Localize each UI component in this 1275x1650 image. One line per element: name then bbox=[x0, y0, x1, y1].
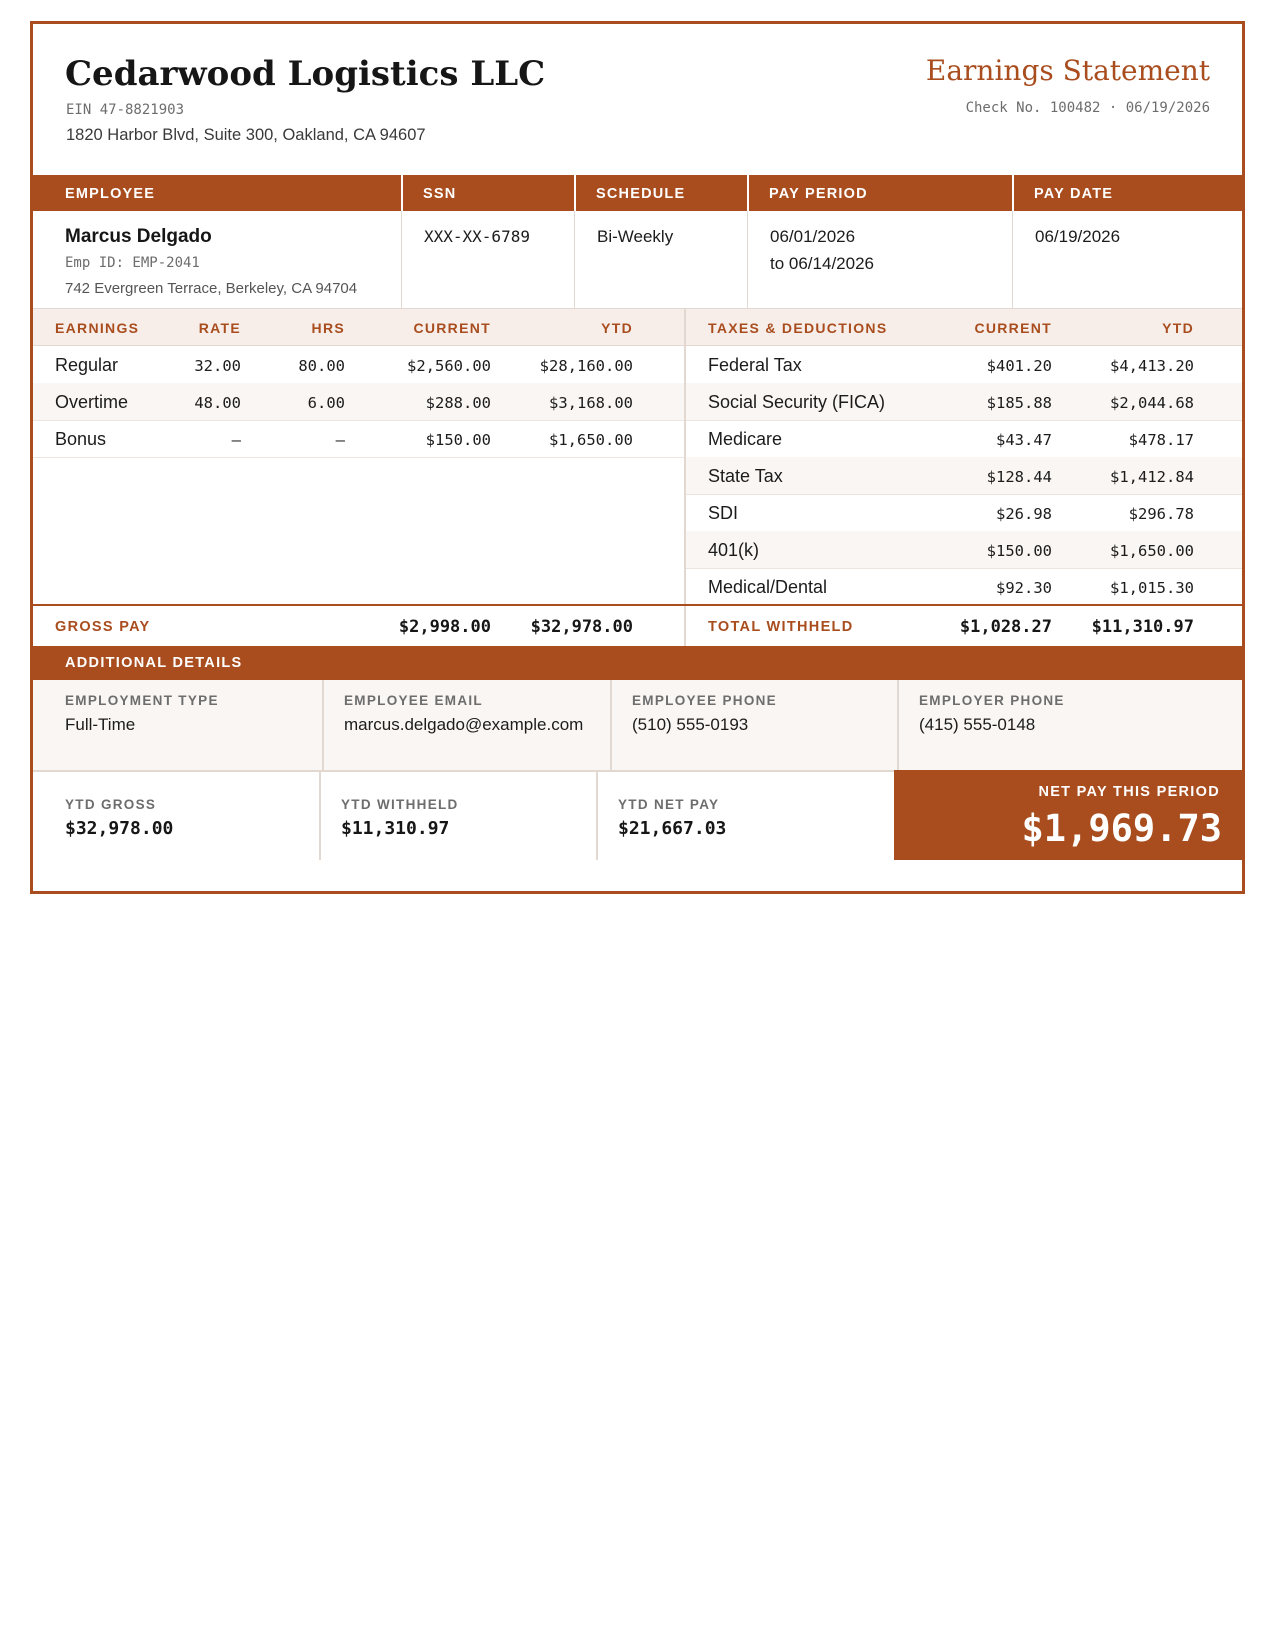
deduction-current: $92.30 bbox=[996, 579, 1052, 597]
pay-period-start: 06/01/2026 bbox=[770, 227, 856, 246]
statement-title: Earnings Statement bbox=[925, 54, 1210, 87]
header-pay-date: PAY DATE bbox=[1012, 175, 1242, 211]
ytd-net-cell bbox=[596, 770, 894, 860]
earning-rate: 48.00 bbox=[194, 394, 241, 412]
header-schedule: SCHEDULE bbox=[574, 175, 747, 211]
deduction-label: Federal Tax bbox=[708, 355, 802, 375]
deduction-current: $128.44 bbox=[986, 468, 1052, 486]
total-withheld-ytd: $11,310.97 bbox=[1091, 617, 1194, 637]
table-row bbox=[686, 568, 1242, 605]
col-earnings: EARNINGS bbox=[55, 320, 140, 336]
earning-rate: — bbox=[231, 431, 241, 449]
total-withheld bbox=[686, 606, 1242, 646]
col-taxes-deductions: TAXES & DEDUCTIONS bbox=[708, 320, 888, 336]
header-pay-period: PAY PERIOD bbox=[747, 175, 1012, 211]
table-row bbox=[686, 420, 1242, 458]
totals-row bbox=[33, 604, 1242, 648]
total-withheld-label: TOTAL WITHHELD bbox=[708, 619, 854, 635]
table-row bbox=[686, 531, 1242, 569]
employment-type-cell bbox=[33, 680, 322, 770]
col-current: CURRENT bbox=[974, 320, 1052, 336]
col-current: CURRENT bbox=[413, 320, 491, 336]
table-row bbox=[33, 383, 684, 421]
deductions-table-header bbox=[686, 309, 1242, 346]
net-pay-label: NET PAY THIS PERIOD bbox=[1038, 784, 1220, 800]
pay-tables bbox=[33, 308, 1242, 605]
pay-schedule: Bi-Weekly bbox=[574, 211, 747, 308]
earning-ytd: $1,650.00 bbox=[549, 431, 633, 449]
deductions-table bbox=[686, 309, 1242, 605]
ytd-gross-value: $32,978.00 bbox=[65, 818, 174, 839]
table-row bbox=[686, 346, 1242, 384]
ytd-withheld-value: $11,310.97 bbox=[341, 818, 450, 839]
pay-date: 06/19/2026 bbox=[1012, 211, 1242, 308]
deduction-current: $185.88 bbox=[986, 394, 1052, 412]
earning-label: Overtime bbox=[55, 392, 129, 412]
deduction-ytd: $2,044.68 bbox=[1110, 394, 1194, 412]
company-address: 1820 Harbor Blvd, Suite 300, Oakland, CA 94607 bbox=[66, 126, 426, 144]
employee-address: 742 Evergreen Terrace, Berkeley, CA 94704 bbox=[65, 280, 358, 297]
employee-name: Marcus Delgado bbox=[65, 226, 212, 247]
ytd-withheld-label: YTD WITHHELD bbox=[341, 797, 459, 812]
employer-phone-cell bbox=[897, 680, 1242, 770]
earning-label: Regular bbox=[55, 355, 119, 375]
earning-label: Bonus bbox=[55, 429, 107, 449]
ytd-gross-cell bbox=[33, 770, 319, 860]
earning-current: $150.00 bbox=[425, 431, 491, 449]
earnings-table-header bbox=[33, 309, 684, 346]
ytd-withheld-cell bbox=[319, 770, 596, 860]
deduction-label: SDI bbox=[708, 503, 739, 523]
col-ytd: YTD bbox=[601, 320, 633, 336]
deduction-ytd: $1,015.30 bbox=[1110, 579, 1194, 597]
table-row bbox=[686, 494, 1242, 532]
gross-pay-label: GROSS PAY bbox=[55, 619, 151, 635]
earning-rate: 32.00 bbox=[194, 357, 241, 375]
earning-hrs: 80.00 bbox=[298, 357, 345, 375]
company-ein: EIN 47-8821903 bbox=[66, 102, 185, 118]
employee-email-value: marcus.delgado@example.com bbox=[344, 715, 584, 734]
ytd-net-label: YTD NET PAY bbox=[618, 797, 720, 812]
earning-hrs: — bbox=[335, 431, 345, 449]
employee-id: Emp ID: EMP-2041 bbox=[65, 255, 200, 271]
employee-phone-value: (510) 555-0193 bbox=[632, 715, 749, 734]
col-hrs: HRS bbox=[311, 320, 345, 336]
deduction-label: Medical/Dental bbox=[708, 577, 828, 597]
table-row bbox=[33, 346, 684, 384]
deduction-current: $43.47 bbox=[996, 431, 1052, 449]
table-row bbox=[686, 383, 1242, 421]
gross-pay-ytd: $32,978.00 bbox=[530, 617, 633, 637]
employee-phone-cell bbox=[610, 680, 897, 770]
deduction-ytd: $296.78 bbox=[1128, 505, 1194, 523]
earning-hrs: 6.00 bbox=[307, 394, 345, 412]
header-ssn: SSN bbox=[401, 175, 574, 211]
pay-period bbox=[747, 211, 1012, 308]
pay-period-end: to 06/14/2026 bbox=[770, 254, 874, 273]
gross-pay-current: $2,998.00 bbox=[398, 617, 491, 637]
deduction-ytd: $1,412.84 bbox=[1110, 468, 1194, 486]
earning-current: $288.00 bbox=[425, 394, 491, 412]
check-number: Check No. 100482 · 06/19/2026 bbox=[965, 100, 1210, 116]
gross-pay-total bbox=[33, 606, 686, 646]
earning-ytd: $3,168.00 bbox=[549, 394, 633, 412]
ytd-net-value: $21,667.03 bbox=[618, 818, 727, 839]
earnings-table bbox=[33, 309, 686, 605]
header-employee: EMPLOYEE bbox=[65, 186, 156, 202]
deduction-ytd: $1,650.00 bbox=[1110, 542, 1194, 560]
deduction-label: Medicare bbox=[708, 429, 783, 449]
earning-ytd: $28,160.00 bbox=[539, 357, 633, 375]
table-row bbox=[686, 457, 1242, 495]
deduction-ytd: $4,413.20 bbox=[1110, 357, 1194, 375]
statement-header bbox=[33, 24, 1242, 175]
employee-email-label: EMPLOYEE EMAIL bbox=[344, 693, 483, 708]
deduction-current: $150.00 bbox=[986, 542, 1052, 560]
deduction-label: State Tax bbox=[708, 466, 783, 486]
col-ytd: YTD bbox=[1162, 320, 1194, 336]
col-rate: RATE bbox=[198, 320, 241, 336]
earning-current: $2,560.00 bbox=[407, 357, 491, 375]
deduction-ytd: $478.17 bbox=[1128, 431, 1194, 449]
employee-ssn: XXX-XX-6789 bbox=[401, 211, 574, 308]
employee-info-row bbox=[33, 211, 1242, 308]
employer-phone-value: (415) 555-0148 bbox=[919, 715, 1036, 734]
deduction-label: Social Security (FICA) bbox=[708, 392, 886, 412]
additional-details-row bbox=[33, 680, 1242, 772]
deduction-current: $26.98 bbox=[996, 505, 1052, 523]
ytd-gross-label: YTD GROSS bbox=[65, 797, 157, 812]
net-pay-box bbox=[894, 770, 1242, 860]
employee-phone-label: EMPLOYEE PHONE bbox=[632, 693, 777, 708]
employment-type-value: Full-Time bbox=[65, 715, 136, 734]
deduction-current: $401.20 bbox=[986, 357, 1052, 375]
employee-info-header bbox=[33, 175, 1242, 211]
total-withheld-current: $1,028.27 bbox=[959, 617, 1052, 637]
company-name: Cedarwood Logistics LLC bbox=[65, 54, 546, 94]
earnings-statement bbox=[30, 21, 1245, 894]
deduction-label: 401(k) bbox=[708, 540, 760, 560]
employee-cell bbox=[33, 211, 401, 308]
employee-email-cell bbox=[322, 680, 610, 770]
additional-details-header bbox=[33, 646, 1242, 680]
employment-type-label: EMPLOYMENT TYPE bbox=[65, 693, 219, 708]
additional-details-title: ADDITIONAL DETAILS bbox=[65, 655, 243, 671]
employer-phone-label: EMPLOYER PHONE bbox=[919, 693, 1065, 708]
net-pay-value: $1,969.73 bbox=[1021, 807, 1222, 850]
table-row bbox=[33, 420, 684, 458]
